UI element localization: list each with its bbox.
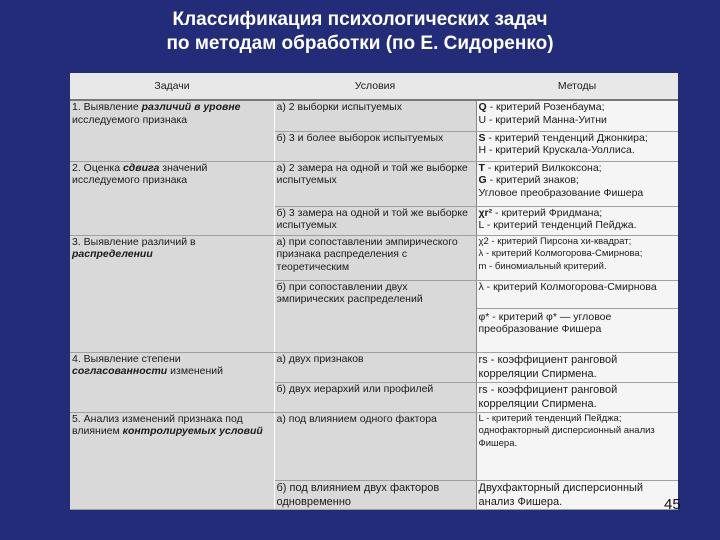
task-cell: 1. Выявление различий в уровне исследуемого признака (70, 100, 274, 161)
header-tasks: Задачи (70, 73, 274, 100)
method-cell: φ* - критерий φ* — угловое преобразование Фишера (476, 308, 678, 352)
condition-cell: а) 2 выборки испытуемых (274, 100, 476, 131)
method-cell: L - критерий тенденций Пейджа; однофакторный дисперсионный анализ Фишера. (476, 412, 678, 480)
title-line-1: Классификация психологических задач (172, 9, 548, 30)
task-cell: 2. Оценка сдвига значений исследуемого признака (70, 161, 274, 235)
condition-cell: а) двух признаков (274, 352, 476, 382)
condition-cell: а) 2 замера на одной и той же выборке испытуемых (274, 161, 476, 206)
condition-cell: б) под влиянием двух факторов одновременно (274, 480, 476, 509)
method-cell: Двухфакторный дисперсионный анализ Фишера. (476, 480, 678, 509)
table-row (70, 412, 678, 480)
method-cell: T - критерий Вилкоксона; G - критерий знаков; Угловое преобразование Фишера (476, 161, 678, 206)
condition-cell: б) 3 и более выборок испытуемых (274, 131, 476, 161)
table-row (70, 100, 678, 131)
method-cell: λ - критерий Колмогорова-Смирнова (476, 280, 678, 308)
condition-cell: б) при сопоставлении двух эмпирических распределений (274, 280, 476, 352)
table-row (70, 161, 678, 206)
task-cell: 5. Анализ изменений признака под влиянием контролируемых условий (70, 412, 274, 509)
page-number: 45 (664, 496, 681, 513)
method-cell: S - критерий тенденций Джонкира; H - критерий Крускала-Уоллиса. (476, 131, 678, 161)
condition-cell: а) под влиянием одного фактора (274, 412, 476, 480)
header-conditions: Условия (274, 73, 476, 100)
condition-cell: а) при сопоставлении эмпирического признака распределения с теоретическим (274, 235, 476, 280)
condition-cell: б) двух иерархий или профилей (274, 382, 476, 412)
method-cell: rs - коэффициент ранговой корреляции Спирмена. (476, 352, 678, 382)
task-cell: 3. Выявление различий в распределении (70, 235, 274, 352)
slide-title (0, 8, 720, 56)
title-line-2: по методам обработки (по Е. Сидоренко) (166, 33, 554, 54)
classification-table (70, 73, 678, 510)
method-cell: χ2 - критерий Пирсона хи-квадрат; λ - критерий Колмогорова-Смирнова; m - биномиальный критерий. (476, 235, 678, 280)
method-cell: Q - критерий Розенбаума; U - критерий Манна-Уитни (476, 100, 678, 131)
header-row (70, 73, 678, 100)
method-cell: χr² - критерий Фридмана; L - критерий тенденций Пейджа. (476, 206, 678, 235)
table-row (70, 235, 678, 280)
header-methods: Методы (476, 73, 678, 100)
table-row (70, 352, 678, 382)
method-cell: rs - коэффициент ранговой корреляции Спирмена. (476, 382, 678, 412)
condition-cell: б) 3 замера на одной и той же выборке испытуемых (274, 206, 476, 235)
task-cell: 4. Выявление степени согласованности изменений (70, 352, 274, 412)
